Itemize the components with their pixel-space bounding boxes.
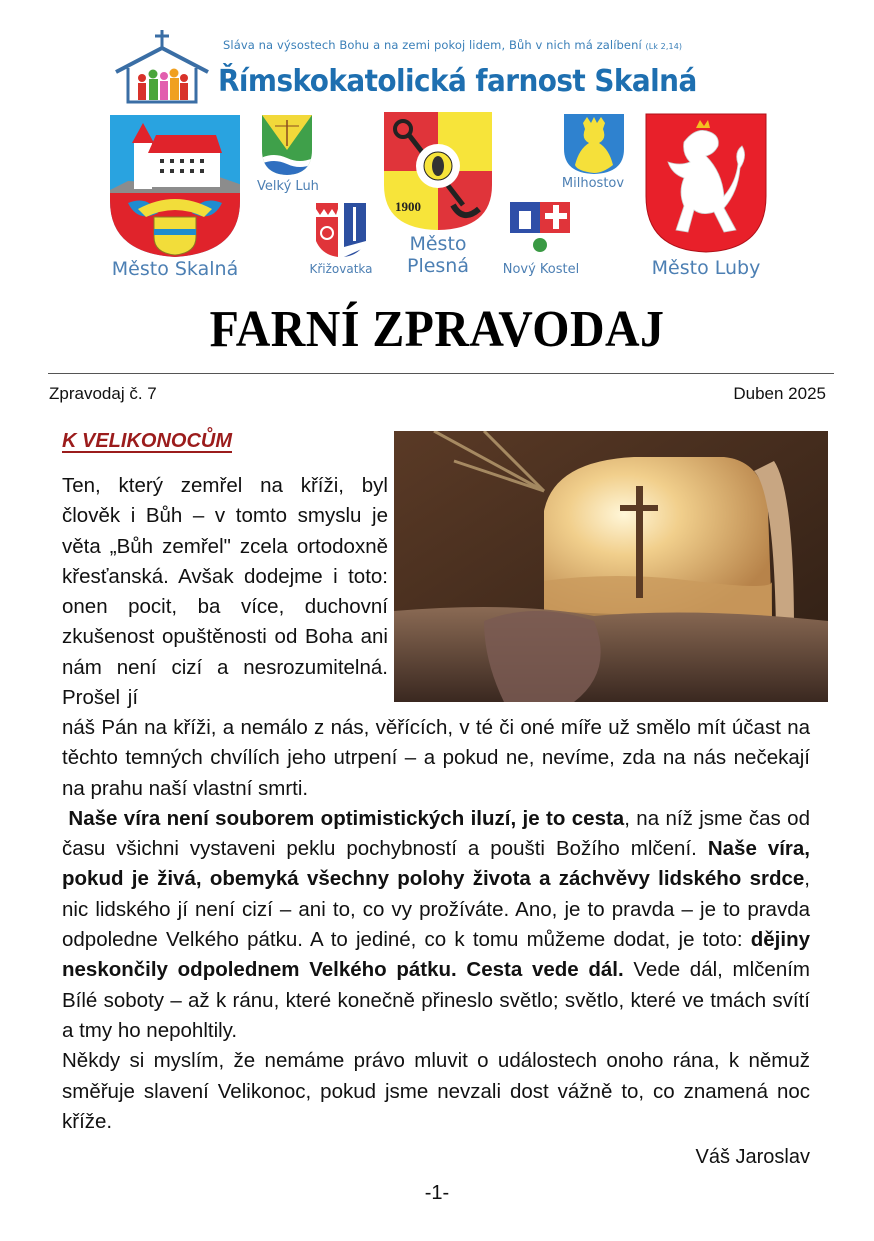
velky-luh-shield-icon — [261, 114, 313, 176]
coat-of-arms-skalna — [108, 113, 242, 264]
emphasis-history-continues: dějiny neskončily odpolednem Velkého pátku. Cesta vede dál. — [62, 928, 810, 982]
coat-of-arms-novy-kostel — [509, 201, 571, 266]
parish-name: Římskokatolická farnost Skalná — [218, 64, 697, 99]
issue-date: Duben 2025 — [733, 384, 826, 403]
plesna-shield-icon — [383, 111, 493, 231]
coat-of-arms-plesna — [383, 111, 493, 236]
page-number: -1- — [424, 1182, 450, 1204]
article-signature: Váš Jaroslav — [695, 1146, 810, 1168]
article-photo — [394, 431, 828, 702]
milhostov-shield-icon — [563, 113, 625, 175]
town-label-novy-kostel: Nový Kostel — [502, 262, 580, 277]
article-body — [62, 713, 810, 1137]
town-label-luby: Město Luby — [651, 257, 761, 279]
paragraph-2 — [62, 804, 810, 1046]
article-intro: Ten, který zemřel na kříži, byl člověk i Bůh – v tomto smyslu je věta „Bůh zemřel" zcela ortodoxně křesťanská. Avšak dodejme i toto: onen pocit, ba více, duchovní zkušenost opuštěnosti od Boha ani nám není cizí a nesrozumitelná. Prošel jí — [62, 474, 388, 710]
novy-kostel-shield-icon — [509, 201, 571, 261]
luby-lion-shield-icon — [644, 112, 768, 254]
plesna-year: 1900 — [395, 199, 421, 214]
motto — [223, 38, 682, 52]
town-label-velky-luh: Velký Luh — [257, 179, 319, 194]
paragraph-2-text-2: , nic lidského jí není cizí – ani to, co vy prožíváte. Ano, je to pravda – je to pravda odpoledne Velkého pátku. A to jediné, co k tomu můžeme dodat, je toto: — [62, 867, 810, 952]
issue-number: Zpravodaj č. 7 — [49, 384, 157, 403]
coat-of-arms-velky-luh — [261, 114, 313, 181]
skalna-shield-icon — [108, 113, 242, 259]
coat-of-arms-krizovatka — [312, 201, 370, 264]
paragraph-3: Někdy si myslím, že nemáme právo mluvit o událostech onoho rána, k němuž směřuje slavení Velikonoc, pokud jsme nevzali dost vážně to, co znamená noc kříže. — [62, 1049, 810, 1133]
town-label-plesna — [388, 233, 488, 277]
newsletter-title: FARNÍ ZPRAVODAJ — [209, 301, 665, 358]
plesna-label-line2: Plesná — [406, 255, 469, 277]
paragraph-2-text-1: , na níž jsme čas od času všichni vystaveni peklu pochybností a poušti Božího mlčení. — [62, 806, 810, 861]
paragraph-1-continued: náš Pán na kříži, a nemálo z nás, věřících, v té či oné míře už smělo mít účast na těchto temných chvílích jeho utrpení – a pokud ne, nevíme, zda na nás nečekají na prahu naší vlastní smrti. — [62, 716, 810, 800]
article-heading: K VELIKONOCŮM — [62, 430, 232, 452]
house-family-icon — [112, 28, 212, 104]
emphasis-faith-path: Naše víra není souborem optimistických iluzí, je to cesta — [68, 806, 625, 830]
header-divider — [48, 373, 834, 374]
krizovatka-shield-icon — [312, 201, 370, 259]
empty-tomb-cross-image — [394, 431, 828, 702]
motto-reference: (Lk 2,14) — [645, 42, 683, 51]
emphasis-living-faith: Naše víra, pokud je živá, obemyká všechny polohy života a záchvěvy lidského srdce — [62, 837, 811, 891]
plesna-label-line1: Město — [409, 233, 467, 255]
parish-logo — [112, 28, 212, 104]
town-label-milhostov: Milhostov — [561, 176, 625, 191]
motto-text: Sláva na výsostech Bohu a na zemi pokoj lidem, Bůh v nich má zalíbení — [223, 38, 642, 52]
coat-of-arms-milhostov — [563, 113, 625, 180]
town-label-skalna: Město Skalná — [111, 258, 239, 280]
coat-of-arms-luby — [644, 112, 768, 259]
paragraph-2-text-3: Vede dál, mlčením Bílé soboty – až k ránu, které konečně přineslo světlo; světlo, které ve tmách svítí a tmy ho nepohltily. — [62, 958, 811, 1042]
town-label-krizovatka: Křižovatka — [309, 262, 373, 276]
